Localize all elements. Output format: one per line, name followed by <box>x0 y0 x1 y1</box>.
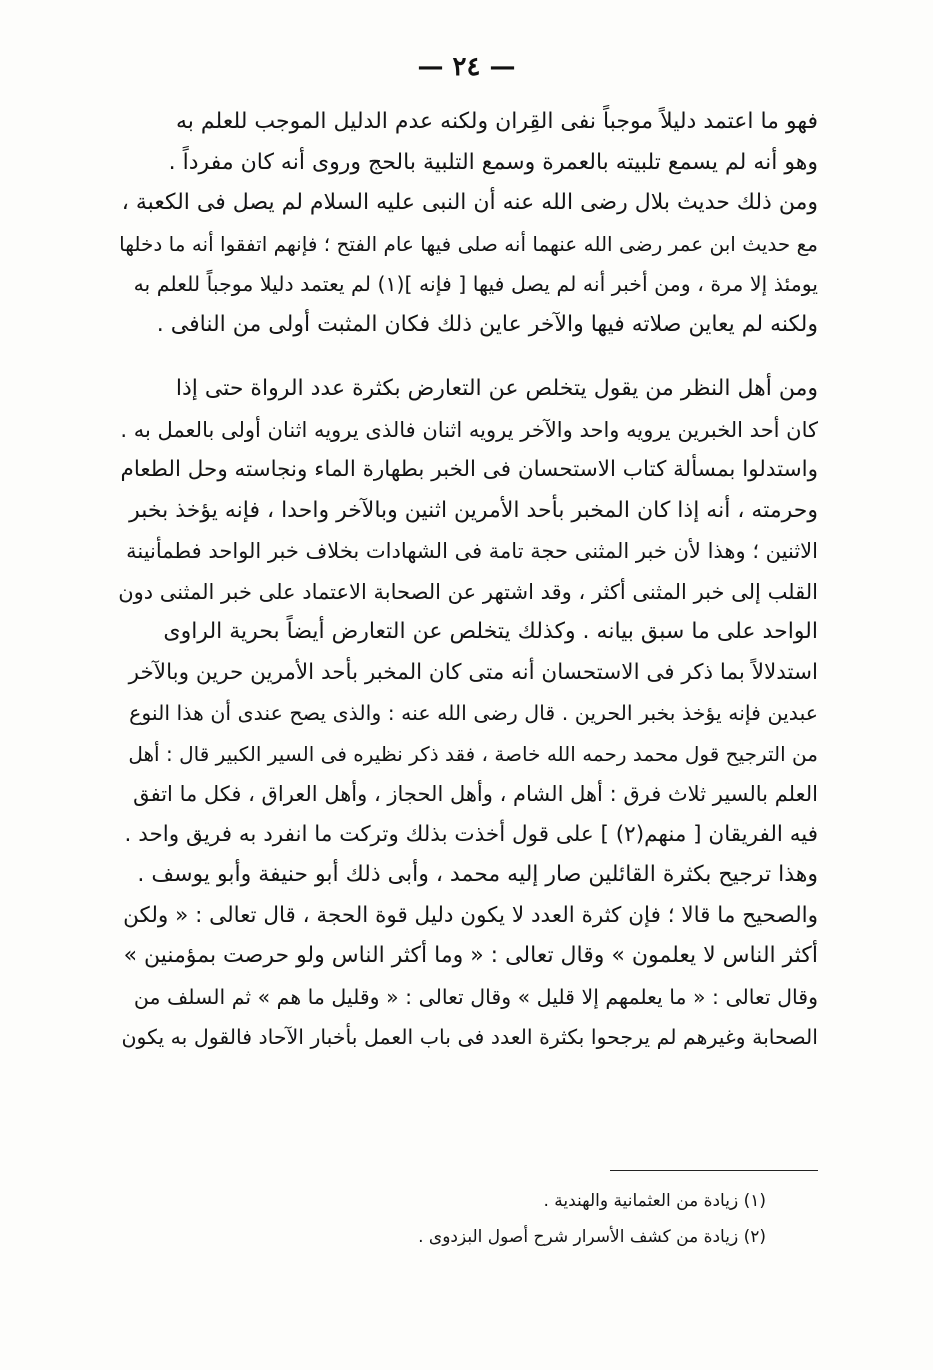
page-number: — ٢٤ — <box>417 52 516 82</box>
text-line: العلم بالسير ثلاث فرق : أهل الشام ، وأهل الحجاز ، وأهل العراق ، فكل ما اتفق <box>133 782 818 806</box>
text-line: وهذا ترجيح بكثرة القائلين صار إليه محمد ، وأبى ذلك أبو حنيفة وأبو يوسف . <box>137 862 818 887</box>
text-line: وقال تعالى : « ما يعلمهم إلا قليل » وقال تعالى : « وقليل ما هم » ثم السلف من <box>133 984 818 1009</box>
paragraph <box>118 102 818 345</box>
text-line: يومئذ إلا مرة ، ومن أخبر أنه لم يصل فيها [ فإنه ](١) لم يعتمد دليلا موجباً للعلم به <box>133 272 818 296</box>
text-line: فهو ما اعتمد دليلاً موجباً نفى القِران ولكنه عدم الدليل الموجب للعلم به <box>176 109 818 134</box>
footnote: (١) زيادة من العثمانية والهندية . <box>543 1191 766 1211</box>
paragraph-gap <box>118 345 818 369</box>
text-line: ومن ذلك حديث بلال رضى الله عنه أن النبى عليه السلام لم يصل فى الكعبة ، <box>121 190 818 215</box>
text-line: ومن أهل النظر من يقول يتخلص عن التعارض بكثرة عدد الرواة حتى إذا <box>175 376 818 401</box>
text-line: القلب إلى خبر المثنى أكثر ، وقد اشتهر عن الصحابة الاعتماد على خبر المثنى دون <box>118 579 818 604</box>
footnote-divider <box>610 1170 818 1171</box>
text-line: فيه الفريقان [ منهم(٢) ] على قول أخذت بذلك وتركت ما انفرد به فريق واحد . <box>124 821 818 847</box>
text-line: الاثنين ؛ وهذا لأن خبر المثنى حجة تامة فى الشهادات بخلاف خبر الواحد فطمأنينة <box>126 539 818 563</box>
text-line: أكثر الناس لا يعلمون » وقال تعالى : « وما أكثر الناس ولو حرصت بمؤمنين » <box>123 943 818 968</box>
text-line: مع حديث ابن عمر رضى الله عنهما أنه صلى فيها عام الفتح ؛ فإنهم اتفقوا أنه ما دخلها <box>119 231 818 256</box>
text-line: عبدين فإنه يؤخذ بخبر الحرين . قال رضى الله عنه : والذى يصح عندى أن هذا النوع <box>129 701 818 725</box>
text-line: وحرمته ، أنه إذا كان المخبر بأحد الأمرين اثنين وبالآخر واحدا ، فإنه يؤخذ بخبر <box>129 497 818 523</box>
text-line: استدلالاً بما ذكر فى الاستحسان أنه متى كان المخبر بأحد الأمرين حرين وبالآخر <box>128 659 818 685</box>
text-line: الصحابة وغيرهم لم يرجحوا بكثرة العدد فى باب العمل بأخبار الآحاد فالقول به يكون <box>121 1025 818 1049</box>
text-line: والصحيح ما قالا ؛ فإن كثرة العدد لا يكون دليل قوة الحجة ، قال تعالى : « ولكن <box>123 902 818 928</box>
text-line: وهو أنه لم يسمع تلبيته بالعمرة وسمع التلبية بالحج وروى أنه كان مفرداً . <box>168 149 818 175</box>
text-line: ولكنه لم يعاين صلاته فيها والآخر عاين ذلك فكان المثبت أولى من النافى . <box>156 311 818 337</box>
text-line: كان أحد الخبرين يرويه واحد والآخر يرويه اثنان فالذى يرويه اثنان أولى بالعمل به . <box>120 417 818 442</box>
main-text <box>118 102 818 1058</box>
paragraph <box>118 369 818 1058</box>
footnotes <box>118 1183 766 1255</box>
text-line: من الترجيح قول محمد رحمه الله خاصة ، فقد ذكر نظيره فى السير الكبير قال : أهل <box>128 741 818 766</box>
footnote: (٢) زيادة من كشف الأسرار شرح أصول البزدوى . <box>418 1227 766 1247</box>
text-line: الواحد على ما سبق بيانه . وكذلك يتخلص عن التعارض أيضاً بحرية الراوى <box>163 619 818 644</box>
text-line: واستدلوا بمسألة كتاب الاستحسان فى الخبر بطهارة الماء ونجاسته وحل الطعام <box>120 457 818 482</box>
